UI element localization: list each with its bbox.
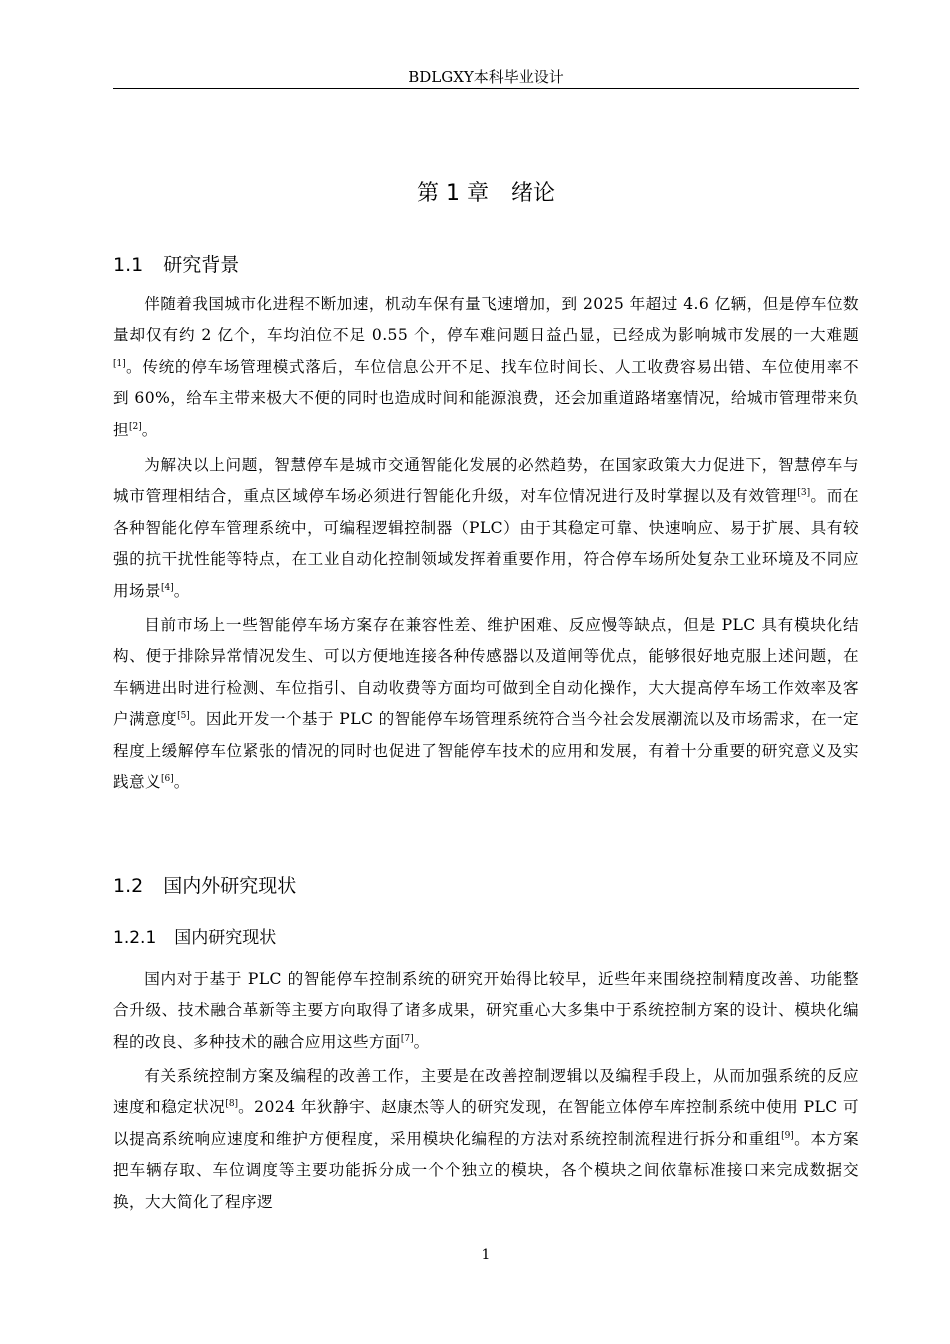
citation-marker: [6] (160, 774, 174, 785)
paragraph: 为解决以上问题，智慧停车是城市交通智能化发展的必然趋势，在国家政策大力促进下，智慧停车与城市管理相结合，重点区域停车场必须进行智能化升级，对车位情况进行及时掌握以及有效管理[3]。而在各种智能化停车管理系统中，可编程逻辑控制器（PLC）由于其稳定可靠、快速响应、易于扩展、具有较强的抗干扰性能等特点，在工业自动化控制领域发挥着重要作用，符合停车场所处复杂工业环境及不同应用场景[4]。 (113, 456, 859, 600)
section-title: 研究背景 (163, 254, 240, 276)
section-number: 1.1 (113, 254, 144, 276)
header-rule (113, 88, 859, 89)
citation-marker: [7] (400, 1033, 414, 1044)
paragraph: 有关系统控制方案及编程的改善工作，主要是在改善控制逻辑以及编程手段上，从而加强系统的反应速度和稳定状况[8]。2024 年狄静宇、赵康杰等人的研究发现，在智能立体停车库控制系统中使用 PLC 可以提高系统响应速度和维护方便程度，采用模块化编程的方法对系统控制流程进行拆分和重组[9]。本方案把车辆存取、车位调度等主要功能拆分成一个个独立的模块，各个模块之间依靠标准接口来完成数据交换，大大简化了程序逻 (113, 1067, 859, 1211)
subsection-title: 国内研究现状 (174, 928, 277, 948)
citation-marker: [3] (797, 488, 811, 499)
citation-marker: [9] (781, 1130, 794, 1141)
citation-marker: [5] (177, 711, 190, 722)
paragraph: 国内对于基于 PLC 的智能停车控制系统的研究开始得比较早，近些年来围绕控制精度改善、功能整合升级、技术融合革新等主要方向取得了诸多成果，研究重心大多集中于系统控制方案的设计、模块化编程的改良、多种技术的融合应用这些方面[7]。 (113, 970, 859, 1051)
citation-marker: [2] (129, 421, 142, 432)
section-heading-1-2 (113, 872, 296, 900)
section-number: 1.2 (113, 875, 144, 897)
paragraph: 伴随着我国城市化进程不断加速，机动车保有量飞速增加，到 2025 年超过 4.6 亿辆，但是停车位数量却仅有约 2 亿个，车均泊位不足 0.55 个，停车难问题日益凸显，已经成为影响城市发展的一大难题[1]。传统的停车场管理模式落后，车位信息公开不足、找车位时间长、人工收费容易出错、车位使用率不到 60%，给车主带来极大不便的同时也造成时间和能源浪费，还会加重道路堵塞情况，给城市管理带来负担[2]。 (113, 295, 859, 439)
paragraph: 目前市场上一些智能停车场方案存在兼容性差、维护困难、反应慢等缺点，但是 PLC 具有模块化结构、便于排除异常情况发生、可以方便地连接各种传感器以及道闸等优点，能够很好地克服上述问题，在车辆进出时进行检测、车位指引、自动收费等方面均可做到全自动化操作，大大提高停车场工作效率及客户满意度[5]。因此开发一个基于 PLC 的智能停车场管理系统符合当今社会发展潮流以及市场需求，在一定程度上缓解停车位紧张的情况的同时也促进了智能停车技术的应用和发展，有着十分重要的研究意义及实践意义[6]。 (113, 616, 860, 792)
section-heading-1-1 (113, 251, 239, 279)
chapter-title: 第 1 章 绪论 (417, 181, 555, 206)
subsection-heading-1-2-1 (113, 925, 276, 951)
citation-marker: [1] (113, 358, 126, 369)
page-number: 1 (481, 1247, 491, 1263)
citation-marker: [4] (160, 582, 174, 593)
citation-marker: [8] (225, 1099, 239, 1110)
running-header: BDLGXY本科毕业设计 (408, 68, 564, 86)
section-title: 国内外研究现状 (163, 875, 297, 897)
subsection-number: 1.2.1 (113, 928, 157, 948)
